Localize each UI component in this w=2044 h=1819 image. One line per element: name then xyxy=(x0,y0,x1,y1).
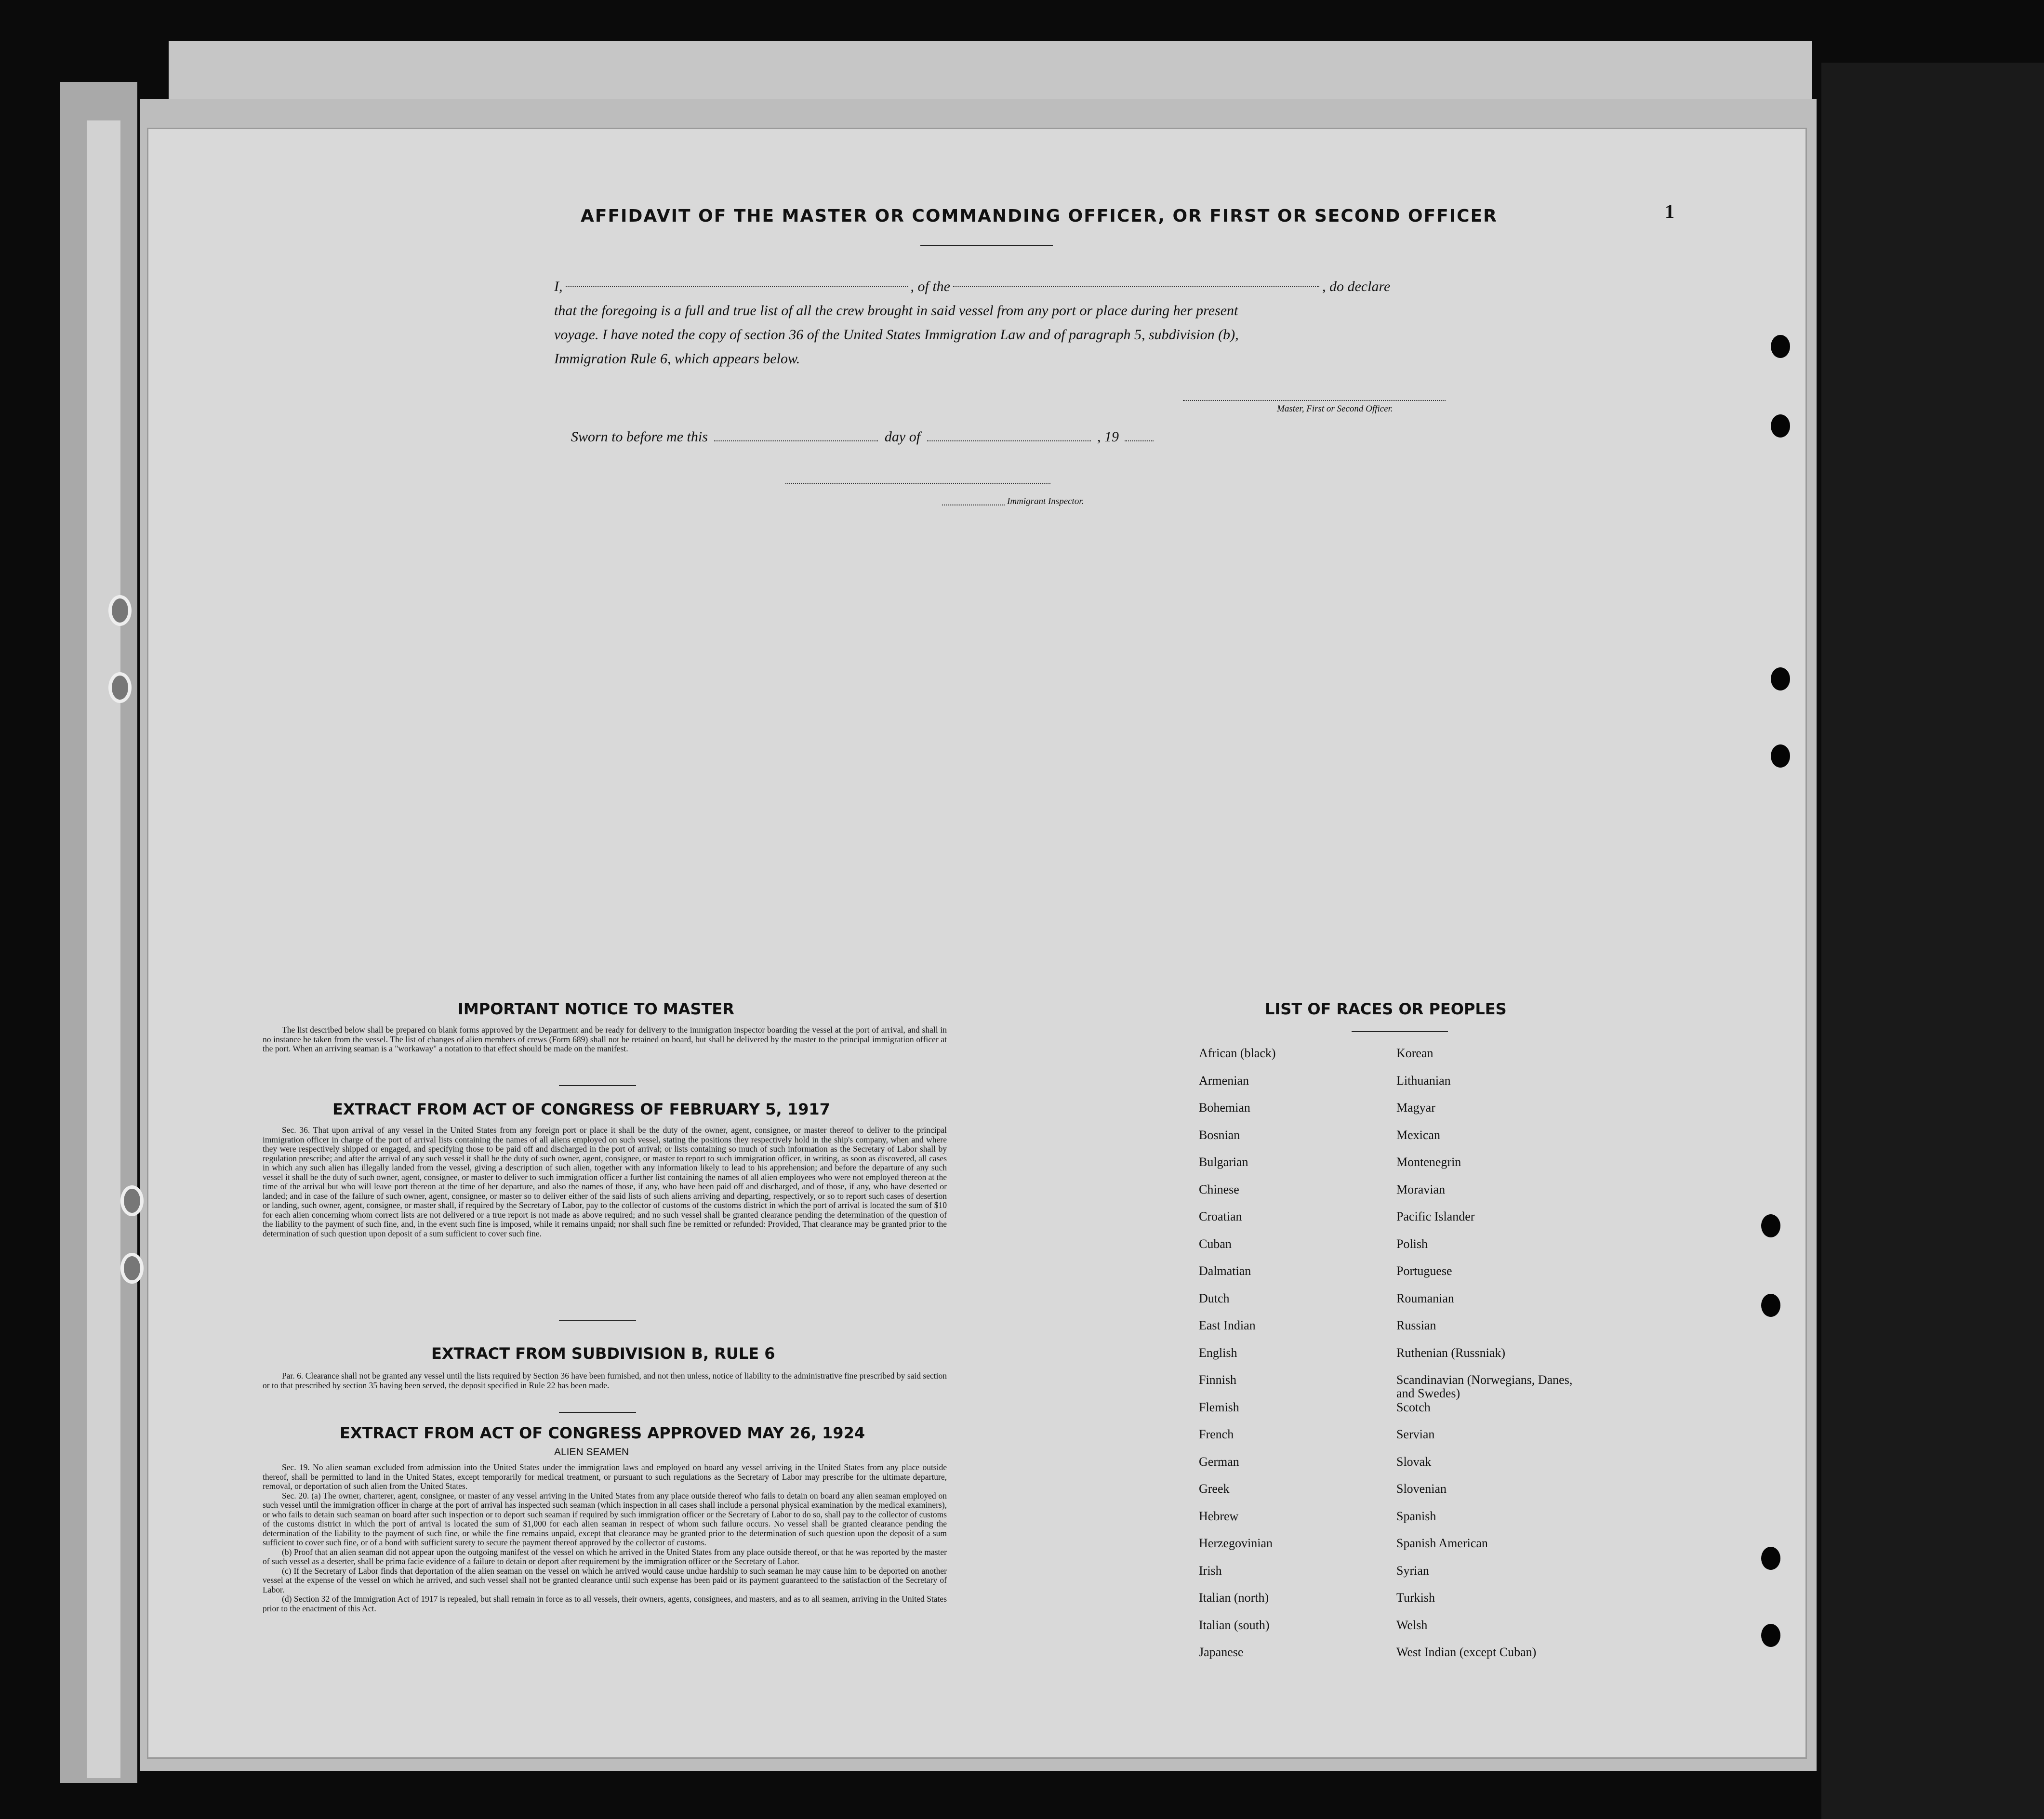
name-blank xyxy=(566,275,908,287)
race-item: Japanese xyxy=(1199,1645,1244,1659)
affidavit-line4: Immigration Rule 6, which appears below. xyxy=(554,351,800,367)
race-item: Korean xyxy=(1396,1046,1433,1060)
page-mark: 1 xyxy=(1665,200,1674,222)
race-item: Dalmatian xyxy=(1199,1264,1251,1278)
binder-ring-icon xyxy=(108,595,132,626)
races-right-column xyxy=(1396,1047,1579,1673)
race-item: Armenian xyxy=(1199,1073,1249,1088)
race-item: Spanish xyxy=(1396,1509,1436,1523)
affidavit-paragraph xyxy=(554,275,1450,371)
race-item: Chinese xyxy=(1199,1182,1239,1196)
race-item: Portuguese xyxy=(1396,1264,1452,1278)
race-item: Ruthenian (Russniak) xyxy=(1396,1345,1506,1360)
race-item: Flemish xyxy=(1199,1400,1239,1414)
vessel-blank xyxy=(953,275,1319,287)
races-title: LIST OF RACES OR PEOPLES xyxy=(1265,1000,1507,1018)
race-item: Magyar xyxy=(1396,1101,1435,1115)
signature-caption: Master, First or Second Officer. xyxy=(1277,404,1393,414)
binding-strip xyxy=(87,120,120,1778)
race-item: Servian xyxy=(1396,1427,1435,1441)
binder-ring-icon xyxy=(120,1253,144,1284)
punch-hole xyxy=(1761,1547,1780,1570)
divider xyxy=(559,1085,636,1086)
divider xyxy=(1352,1031,1448,1032)
divider xyxy=(559,1320,636,1321)
race-item: Russian xyxy=(1396,1318,1436,1332)
race-item: Montenegrin xyxy=(1396,1155,1461,1169)
race-item: Irish xyxy=(1199,1563,1222,1578)
extract-1917-text xyxy=(263,1126,947,1238)
affidavit-line1-b: , of the xyxy=(910,279,950,294)
affidavit-line2: that the foregoing is a full and true list of all the crew brought in said vessel from any port or place during her present xyxy=(554,303,1238,319)
race-item: Polish xyxy=(1396,1236,1428,1251)
punch-hole xyxy=(1771,744,1790,768)
race-item: African (black) xyxy=(1199,1046,1276,1060)
race-item: Slovenian xyxy=(1396,1482,1447,1496)
sworn-text-c: , 19 xyxy=(1097,429,1119,445)
month-blank xyxy=(927,429,1091,441)
race-item: English xyxy=(1199,1345,1237,1360)
affidavit-line1-a: I, xyxy=(554,279,563,294)
race-item: Finnish xyxy=(1199,1373,1237,1387)
year-blank xyxy=(1125,429,1154,441)
sworn-line xyxy=(571,429,1154,445)
extract-1917-title: EXTRACT FROM ACT OF CONGRESS OF FEBRUARY 5, 1917 xyxy=(332,1100,830,1118)
race-item: Hebrew xyxy=(1199,1509,1239,1523)
divider xyxy=(920,245,1053,246)
race-item: Roumanian xyxy=(1396,1291,1454,1305)
race-item: Mexican xyxy=(1396,1128,1440,1142)
race-item: Moravian xyxy=(1396,1182,1446,1196)
binder-ring-icon xyxy=(108,672,132,703)
extract-1924-p4: (c) If the Secretary of Labor finds that deportation of the alien seaman on the vessel on which he arrived would cause undue hardship to such seaman he may cause him to be deported on another vessel at the expense of the vessel on which he arrived, and such vessel shall not be granted clearance until such expense has been paid or its payment guaranteed to the satisfaction of the Secretary of Labor. xyxy=(263,1566,947,1594)
sworn-text-a: Sworn to before me this xyxy=(571,429,708,445)
race-item: Welsh xyxy=(1396,1618,1428,1632)
race-item: Bulgarian xyxy=(1199,1155,1248,1169)
race-item: French xyxy=(1199,1427,1234,1441)
race-item: Herzegovinian xyxy=(1199,1536,1273,1550)
signature-line xyxy=(1183,399,1446,401)
punch-hole xyxy=(1771,335,1790,358)
extract-1924-p3: (b) Proof that an alien seaman did not appear upon the outgoing manifest of the vessel on which he arrived in the United States from any place outside thereof, or that he was reported by the master of such vessel as a deserter, shall be prima facie evidence of a failure to detain or deport after requirement by the immigration officer or the Secretary of Labor. xyxy=(263,1547,947,1566)
rule6-text xyxy=(263,1371,947,1390)
inspector-signature-line xyxy=(785,482,1050,484)
sworn-text-b: day of xyxy=(884,429,921,445)
race-item: Turkish xyxy=(1396,1591,1435,1605)
extract-1924-text xyxy=(263,1463,947,1613)
notice-paragraph: The list described below shall be prepared on blank forms approved by the Department and be ready for delivery to the immigration inspector boarding the vessel at the port of arrival, and shall in no instance be taken from the vessel. The list of changes of alien members of crews (Form 689) shall not be retained on board, but shall be delivered by the master to the principal immigration officer at the port. When an arriving seaman is a "workaway" a notation to that effect should be made on the manifest. xyxy=(263,1025,947,1053)
inspector-caption: Immigrant Inspector. xyxy=(1007,496,1084,506)
race-item: Scandinavian (Norwegians, Danes, and Swedes) xyxy=(1396,1373,1573,1400)
race-item: German xyxy=(1199,1454,1239,1469)
divider xyxy=(559,1412,636,1413)
race-item: Bohemian xyxy=(1199,1101,1250,1115)
race-item: Pacific Islander xyxy=(1396,1209,1475,1223)
extract-1924-title: EXTRACT FROM ACT OF CONGRESS APPROVED MAY 26, 1924 xyxy=(340,1424,865,1442)
punch-hole xyxy=(1761,1294,1780,1317)
race-item: Greek xyxy=(1199,1482,1230,1496)
punch-hole xyxy=(1761,1624,1780,1647)
alien-seamen-subtitle: ALIEN SEAMEN xyxy=(554,1447,629,1458)
punch-hole xyxy=(1771,667,1790,690)
races-left-column xyxy=(1199,1047,1382,1673)
affidavit-title: AFFIDAVIT OF THE MASTER OR COMMANDING OFFICER, OR FIRST OR SECOND OFFICER xyxy=(581,206,1498,226)
race-item: Syrian xyxy=(1396,1563,1429,1578)
date-blank xyxy=(714,429,878,441)
race-item: Dutch xyxy=(1199,1291,1230,1305)
race-item: West Indian (except Cuban) xyxy=(1396,1645,1537,1659)
race-item: East Indian xyxy=(1199,1318,1256,1332)
rule6-title: EXTRACT FROM SUBDIVISION B, RULE 6 xyxy=(431,1344,775,1363)
notice-text xyxy=(263,1025,947,1054)
affidavit-line3: voyage. I have noted the copy of section 36 of the United States Immigration Law and of paragraph 5, subdivision (b), xyxy=(554,327,1239,343)
race-item: Slovak xyxy=(1396,1454,1432,1469)
inspector-caption-line xyxy=(942,504,1005,505)
race-item: Cuban xyxy=(1199,1236,1232,1251)
rule6-paragraph: Par. 6. Clearance shall not be granted any vessel until the lists required by Section 36 have been furnished, and not then unless, notice of liability to the administrative fine prescribed by said section or to that prescribed by section 35 having been served, the deposit specified in Rule 22 has been made. xyxy=(263,1371,947,1390)
race-item: Bosnian xyxy=(1199,1128,1240,1142)
race-item: Croatian xyxy=(1199,1209,1242,1223)
punch-hole xyxy=(1761,1214,1780,1237)
punch-hole xyxy=(1771,414,1790,438)
race-item: Spanish American xyxy=(1396,1536,1488,1550)
race-item: Italian (south) xyxy=(1199,1618,1270,1632)
notice-title: IMPORTANT NOTICE TO MASTER xyxy=(458,1000,734,1018)
binder-ring-icon xyxy=(120,1185,144,1216)
extract-1924-p5: (d) Section 32 of the Immigration Act of 1917 is repealed, but shall remain in force as to all vessels, their owners, agents, consignees, and masters, and as to all seamen, arriving in the United States prior to the enactment of this Act. xyxy=(263,1594,947,1613)
affidavit-line1-c: , do declare xyxy=(1322,279,1391,294)
race-item: Lithuanian xyxy=(1396,1073,1451,1088)
extract-1924-p2: Sec. 20. (a) The owner, charterer, agent, consignee, or master of any vessel arriving in the United States from any place outside thereof who fails to detain on board any alien seaman employed on such vessel until the immigration officer in charge at the port of arrival has inspected such seaman (which inspection in all cases shall include a personal physical examination by the medical examiners), or who fails to detain such seaman on board after such inspection or to deport such seaman if required by such immigration officer or the Secretary of Labor to do so, shall pay to the collector of customs of the customs district in which the port of arrival is located the sum of $1,000 for each alien seaman in respect of whom such failure occurs. No vessel shall be granted clearance pending the determination of the liability to the payment of such fine, or while the fine remains unpaid, except that clearance may be granted prior to the determination of such question upon the deposit of a sum sufficient to cover such fine, or of a bond with sufficient surety to secure the payment thereof approved by the collector of customs. xyxy=(263,1490,947,1547)
race-item: Scotch xyxy=(1396,1400,1431,1414)
race-item: Italian (north) xyxy=(1199,1591,1269,1605)
scanner-background xyxy=(1821,63,2044,1819)
extract-1924-p1: Sec. 19. No alien seaman excluded from admission into the United States under the immigration laws and employed on board any vessel arriving in the United States from any place outside thereof, shall be permitted to land in the United States, except temporarily for medical treatment, or pursuant to such regulations as the Secretary of Labor may prescribe for the ultimate departure, removal, or deportation of such alien from the United States. xyxy=(263,1462,947,1491)
extract-1917-paragraph: Sec. 36. That upon arrival of any vessel in the United States from any foreign port or place it shall be the duty of the owner, agent, consignee, or master thereof to deliver to the principal immigration officer in charge of the port of arrival lists containing the names of all aliens employed on such vessel, stating the positions they respectively hold in the ship's company, when and where they were respectively shipped or engaged, and specifying those to be paid off and discharged in the port of arrival; or lists containing so much of such information as the Secretary of Labor shall by regulation prescribe; and after the arrival of any such vessel it shall be the duty of such owner, agent, consignee, or master to report to such immigration officer, in writing, as soon as discovered, all cases in which any such alien has illegally landed from the vessel, giving a description of such alien, together with any information likely to lead to his apprehension; and before the departure of any such vessel it shall be the duty of such owner, agent, consignee, or master to deliver to such immigration officer a further list containing the names of all alien employees who were not employed thereon at the time of the arrival but who will leave port thereon at the time of her departure, and also the names of those, if any, who have been paid off and discharged, and of those, if any, who have deserted or landed; and in case of the failure of such owner, agent, consignee, or master so to deliver either of the said lists of such aliens arriving and departing, respectively, or so to report such cases of desertion or landing, such owner, agent, consignee, or master shall, if required by the Secretary of Labor, pay to the collector of customs of the customs district in which the port of arrival is located the sum of $10 for each alien concerning whom correct lists are not delivered or a true report is not made as above required; and no such vessel shall be granted clearance pending the determination of the question of the liability to the payment of such fine, and, in the event such fine is imposed, while it remains unpaid; nor shall such fine be remitted or refunded: Provided, That clearance may be granted prior to the determination of such question upon deposit of a sum sufficient to cover such fine. xyxy=(263,1125,947,1238)
